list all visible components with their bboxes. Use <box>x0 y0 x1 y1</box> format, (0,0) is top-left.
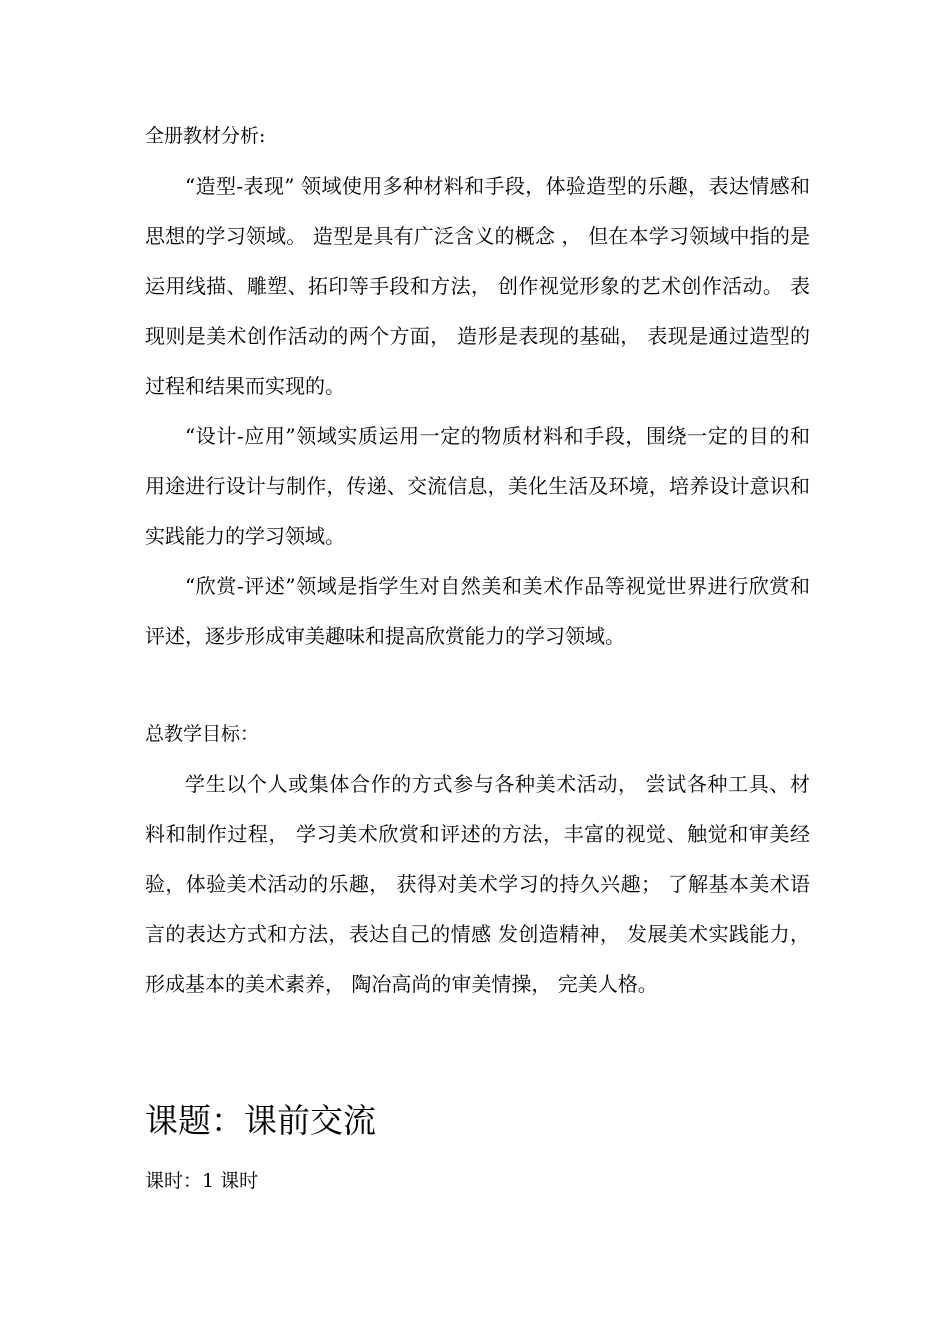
analysis-heading: 全册教材分析: <box>145 125 266 147</box>
analysis-paragraph-design: “设计-应用”领域实质运用一定的物质材料和手段，围绕一定的目的和用途进行设计与制作，传递、交流信息，美化生活及环境，培养设计意识和实践能力的学习领域。 <box>145 424 810 548</box>
analysis-paragraph-appreciation: “欣赏-评述”领域是指学生对自然美和美术作品等视觉世界进行欣赏和评述，逐步形成审美趣味和提高欣赏能力的学习领域。 <box>145 574 810 648</box>
analysis-section <box>145 161 810 661</box>
lesson-title: 课题：课前交流 <box>145 1101 376 1140</box>
goals-paragraph: 学生以个人或集体合作的方式参与各种美术活动， 尝试各种工具、材料和制作过程， 学习美术欣赏和评述的方法，丰富的视觉、触觉和审美经验，体验美术活动的乐趣， 获得对美术学习的持久兴趣； 了解基本美术语言的表达方式和方法，表达自己的情感 发创造精神， 发展美术实践能力，形成基本的美术素养， 陶冶高尚的审美情操， 完美人格。 <box>145 772 810 996</box>
goals-section <box>145 759 810 1009</box>
analysis-paragraph-modeling: “造型-表现” 领域使用多种材料和手段，体验造型的乐趣，表达情感和思想的学习领域。 造型是具有广泛含义的概念 ， 但在本学习领域中指的是运用线描、雕塑、拓印等手段和方法， 创作视觉形象的艺术创作活动。 表现则是美术创作活动的两个方面， 造形是表现的基础， 表现是通过造型的过程和结果而实现的。 <box>145 174 810 398</box>
goals-heading: 总教学目标： <box>145 723 260 745</box>
lesson-hours: 课时：1 课时 <box>145 1170 259 1192</box>
